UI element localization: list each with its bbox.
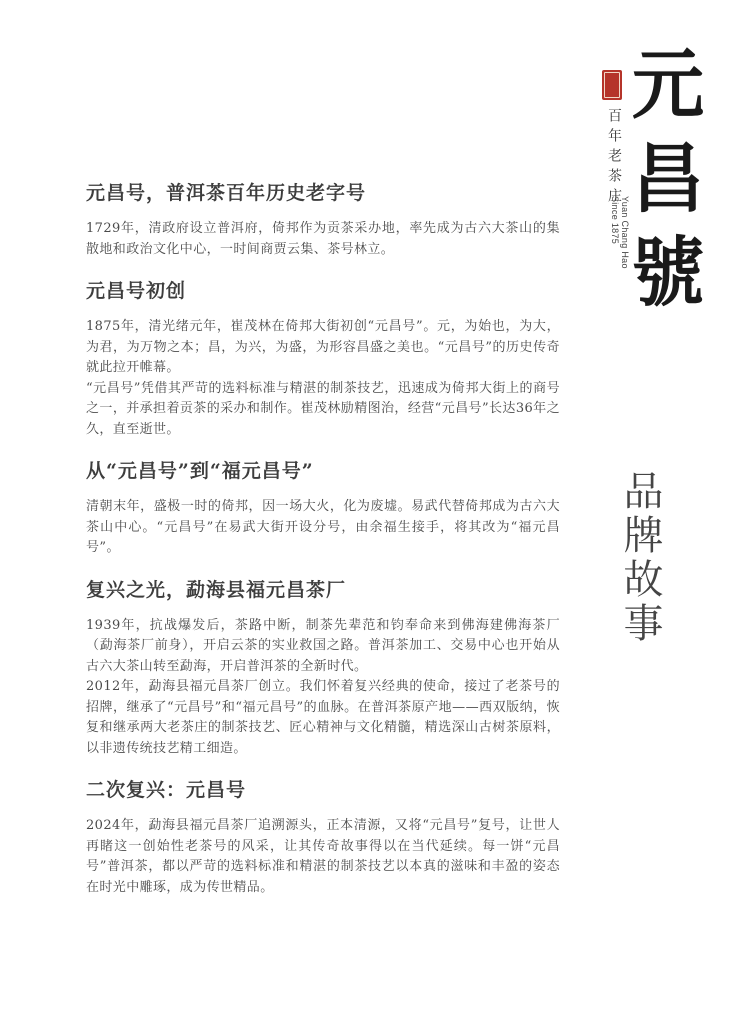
section-title: 从“元昌号”到“福元昌号” xyxy=(86,460,314,482)
story-content xyxy=(86,180,560,916)
section-title: 元昌号，普洱茶百年历史老字号 xyxy=(86,182,367,204)
seal-stamp-icon xyxy=(602,70,622,100)
tagline-english-line1: Yuan Chang Hao xyxy=(620,196,630,269)
section-paragraph: 清朝末年，盛极一时的倚邦，因一场大火，化为废墟。易武代替倚邦成为古六大茶山中心。“元昌号”在易武大街开设分号，由余福生接手，将其改为“福元昌号”。 xyxy=(86,499,560,555)
brand-logo xyxy=(628,38,708,320)
section-title: 元昌号初创 xyxy=(86,280,187,302)
seal-inner-border xyxy=(604,72,620,98)
section-title: 二次复兴：元昌号 xyxy=(86,779,247,801)
section-paragraph: 2024年，勐海县福元昌茶厂追溯源头，正本清源，又将“元昌号”复号，让世人再睹这一创始性老茶号的风采，让其传奇故事得以在当代延续。每一饼“元昌号”普洱茶，都以严苛的选料标准和精湛的制茶技艺以本真的滋味和丰盈的姿态在时光中雕琢，成为传世精品。 xyxy=(86,818,560,895)
logo-char-2: 昌 xyxy=(631,134,705,223)
section-title: 复兴之光，勐海县福元昌茶厂 xyxy=(86,578,347,601)
section-2 xyxy=(86,278,560,440)
section-paragraph: 1875年，清光绪元年，崔茂林在倚邦大街初创“元昌号”。元，为始也，为大，为君，为万物之本；昌，为兴，为盛，为形容昌盛之美也。“元昌号”的历史传奇就此拉开帷幕。 xyxy=(86,319,560,375)
section-3 xyxy=(86,458,560,559)
section-5 xyxy=(86,777,560,898)
section-paragraph: 1939年，抗战爆发后，茶路中断，制茶先辈范和钧奉命来到佛海建佛海茶厂（勐海茶厂前身），开启云茶的实业救国之路。普洱茶加工、交易中心也开始从古六大茶山转至勐海，开启普洱茶的全新时代。 xyxy=(86,617,560,674)
section-1 xyxy=(86,180,560,260)
tagline-english xyxy=(610,196,630,269)
section-paragraph: 1729年，清政府设立普洱府，倚邦作为贡茶采办地，率先成为古六大茶山的集散地和政治文化中心，一时间商贾云集、茶号林立。 xyxy=(86,221,560,257)
logo-char-1: 元 xyxy=(631,40,705,129)
logo-char-3: 號 xyxy=(631,228,705,317)
side-title: 品牌故事 xyxy=(617,470,663,646)
section-paragraph: “元昌号”凭借其严苛的选料标准与精湛的制茶技艺，迅速成为倚邦大街上的商号之一，并承担着贡茶的采办和制作。崔茂林励精图治，经营“元昌号”长达36年之久，直至逝世。 xyxy=(86,380,560,437)
section-paragraph: 2012年，勐海县福元昌茶厂创立。我们怀着复兴经典的使命，接过了老茶号的招牌，继承了“元昌号”和“福元昌号”的血脉。在普洱茶原产地——西双版纳，恢复和继承两大老茶庄的制茶技艺、匠心精神与文化精髓，精选深山古树茶原料，以非遗传统技艺精工细造。 xyxy=(86,679,560,756)
section-4 xyxy=(86,577,560,760)
tagline-english-line2: Since 1875 xyxy=(610,196,620,245)
tagline-chinese: 百年老茶庄 xyxy=(606,108,622,208)
